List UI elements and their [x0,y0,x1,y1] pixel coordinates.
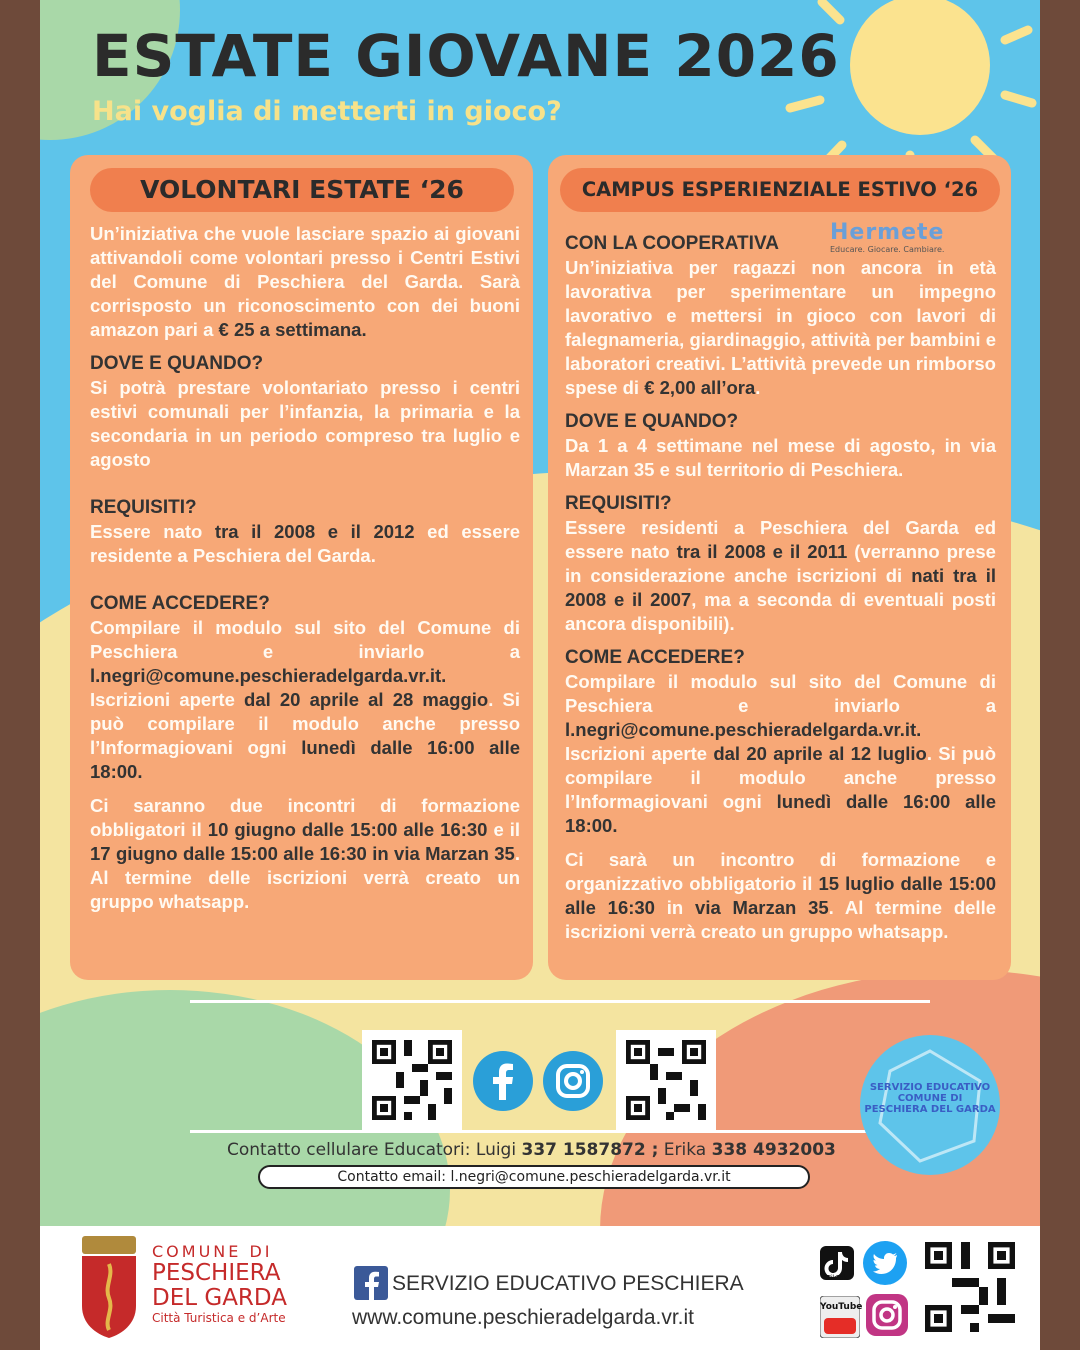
facebook-square-icon[interactable] [354,1266,388,1300]
qr-code-footer[interactable] [925,1242,1015,1332]
campus-req-heading: REQUISITI? [565,493,672,514]
volunteers-heading: VOLONTARI ESTATE ‘26 [90,168,514,212]
campus-how-heading: COME ACCEDERE? [565,647,745,668]
qr-code-pattern [372,1040,452,1120]
volunteers-intro: Un’iniziativa che vuole lasciare spazio ai giovani attivandoli come volontari presso i Centri Estivi del Comune di Peschiera del Garda. Sarà corrisposto un riconoscimento con dei buoni amazon pari a € 25 a settimana. [90,223,520,340]
volunteers-how-heading: COME ACCEDERE? [90,593,270,614]
hermete-tagline: Educare. Giocare. Cambiare. [830,245,945,254]
volunteers-where-text: Si potrà prestare volontariato presso i centri estivi comunali per l’infanzia, la primaria e la secondaria in un periodo compreso tra luglio e agosto [90,377,520,470]
divider-top [190,1000,930,1003]
campus-training-text: Ci sarà un incontro di formazione e organizzativo obbligatorio il 15 luglio dalle 15:00 alle 16:30 in via Marzan 35. Al termine delle iscrizioni verrà creato un gruppo whatsapp. [565,849,997,942]
servizio-educativo-badge [860,1035,1000,1175]
instagram-icon[interactable] [542,1050,604,1112]
website-link[interactable]: www.comune.peschieradelgarda.vr.it [352,1306,695,1329]
campus-intro: Un’iniziativa per ragazzi non ancora in età lavorativa per sperimentare un impegno lavorativo e mettersi in gioco con lavori di falegnameria, giardinaggio, attività per bambini e laboratori creativi. L’attività prevede un rimborso spese di € 2,00 all’ora. [565,257,996,398]
phone-luigi[interactable]: 337 1587872 ; [521,1140,659,1160]
tiktok-label: TikTok [826,1274,848,1282]
facebook-icon[interactable] [472,1050,534,1112]
qr-code-right[interactable] [616,1030,716,1130]
hermete-logo [830,220,944,254]
comune-name [152,1242,287,1325]
tagline-label: Città Turistica e d’Arte [152,1311,286,1325]
volunteers-req-heading: REQUISITI? [90,497,197,518]
campus-how-text: Compilare il modulo sul sito del Comune di Peschiera e inviarlo a l.negri@comune.peschieradelgarda.vr.it. Iscrizioni aperte dal 20 aprile al 12 luglio. Si può compilare il modulo anche presso l’Informagiovani ogni lunedì dalle 16:00 alle 18:00. [565,671,996,836]
volunteers-where-heading: DOVE E QUANDO? [90,353,264,374]
qr-code-pattern [626,1040,706,1120]
campus-heading: CAMPUS ESPERIENZIALE ESTIVO ‘26 [560,168,1000,212]
youtube-label: YouTube [820,1302,863,1312]
poster-sheet [40,0,1040,1350]
campus-req-text: Essere residenti a Peschiera del Garda ed essere nato tra il 2008 e il 2011 (verranno prese in considerazione anche iscrizioni di nati tra il 2008 e il 2007, ma a seconda di eventuali posti ancora disponibili). [565,517,996,634]
campus-where-heading: DOVE E QUANDO? [565,411,739,432]
qr-code-left[interactable] [362,1030,462,1130]
volunteers-training-text: Ci saranno due incontri di formazione obbligatori il 10 giugno dalle 15:00 alle 16:30 e il 17 giugno dalle 15:00 alle 16:30 in via Marzan 35. Al termine delle iscrizioni verrà creato un gruppo whatsapp. [90,795,520,912]
page-title: ESTATE GIOVANE 2026 [92,22,840,90]
phone-contacts: Contatto cellulare Educatori: Luigi 337 1587872 ; Erika 338 4932003 [227,1140,836,1160]
facebook-page-label[interactable]: SERVIZIO EDUCATIVO PESCHIERA [392,1272,744,1295]
badge-line-3: PESCHIERA DEL GARDA [864,1104,996,1115]
instagram-color-icon[interactable] [866,1294,908,1336]
badge-line-1: SERVIZIO EDUCATIVO [869,1082,991,1093]
footer [40,1226,1040,1350]
hermete-wordmark: Hermete [830,220,945,245]
campus-where-text: Da 1 a 4 settimane nel mese di agosto, in via Marzan 35 e sul territorio di Peschiera. [565,435,996,480]
twitter-icon[interactable] [862,1240,908,1286]
divider-bottom [190,1130,930,1133]
page-subtitle: Hai voglia di metterti in gioco? [92,96,562,127]
comune-di-label: COMUNE DI [152,1242,273,1261]
email-contact[interactable]: Contatto email: l.negri@comune.peschieradelgarda.vr.it [258,1165,810,1189]
campus-body [565,232,996,954]
volunteers-body [90,222,520,924]
badge-line-2: COMUNE DI [897,1093,963,1104]
del-garda-label: DEL GARDA [152,1285,287,1311]
volunteers-req-text: Essere nato tra il 2008 e il 2012 ed essere residente a Peschiera del Garda. [90,521,520,566]
campus-coop-label: CON LA COOPERATIVA [565,233,779,254]
phone-erika[interactable]: 338 4932003 [711,1140,836,1160]
peschiera-label: PESCHIERA [152,1260,281,1286]
volunteers-how-text: Compilare il modulo sul sito del Comune di Peschiera e inviarlo a l.negri@comune.peschieradelgarda.vr.it. Iscrizioni aperte dal 20 aprile al 28 maggio. Si può compilare il modulo anche presso l’Informagiovani ogni lunedì dalle 16:00 alle 18:00. [90,617,520,782]
coat-of-arms-icon [78,1236,140,1338]
